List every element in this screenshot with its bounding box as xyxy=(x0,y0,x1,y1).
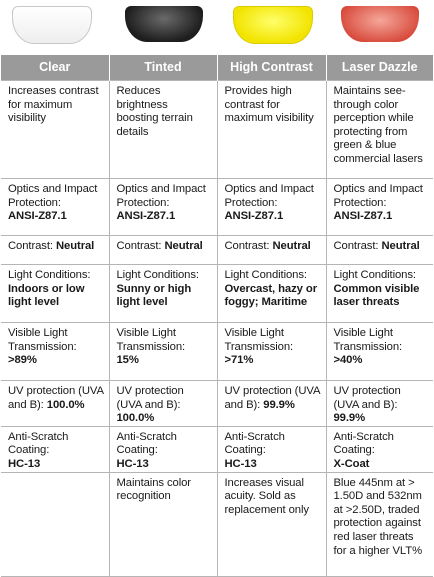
table-cell xyxy=(1,81,109,179)
table-cell xyxy=(326,81,433,179)
cell-value: ANSI-Z87.1 xyxy=(8,210,67,223)
table-cell xyxy=(326,323,433,381)
table-cell xyxy=(217,81,326,179)
cell-label: Visible Light Transmission: xyxy=(8,327,77,353)
cell-label: Optics and Impact Protection: xyxy=(333,183,423,209)
table-header-row xyxy=(1,55,433,81)
cell-text: Reduces brightness boosting terrain details xyxy=(116,85,193,138)
table-cell xyxy=(1,323,109,381)
cell-label: Optics and Impact Protection: xyxy=(116,183,206,209)
cell-label: UV protection (UVA and B): xyxy=(333,385,401,411)
cell-label: UV protection (UVA and B): xyxy=(8,385,104,411)
table-cell xyxy=(217,179,326,236)
table-cell xyxy=(1,265,109,323)
cell-value: >71% xyxy=(224,354,254,367)
table-cell xyxy=(326,472,433,576)
cell-label: UV protection (UVA and B): xyxy=(116,385,184,411)
cell-value: Common visible laser threats xyxy=(333,282,420,309)
table-cell xyxy=(109,323,217,381)
table-cell xyxy=(326,265,433,323)
cell-label: Visible Light Transmission: xyxy=(116,327,186,353)
cell-text: Maintains see-through color perception while protecting from green & blue commercial lasers xyxy=(333,85,423,165)
table-cell xyxy=(1,381,109,427)
cell-value: ANSI-Z87.1 xyxy=(333,210,393,223)
cell-label: Visible Light Transmission: xyxy=(224,327,294,353)
cell-value: Neutral xyxy=(272,240,311,252)
cell-value: >40% xyxy=(333,354,363,367)
table-cell xyxy=(217,426,326,472)
table-cell xyxy=(217,323,326,381)
clear-lens-image xyxy=(12,6,92,44)
table-cell xyxy=(326,179,433,236)
column-header-laser-dazzle: Laser Dazzle xyxy=(326,55,433,81)
table-cell xyxy=(109,381,217,427)
table-cell xyxy=(109,265,217,323)
cell-value: >89% xyxy=(8,354,37,367)
table-cell xyxy=(109,179,217,236)
cell-text: Blue 445nm at > 1.50D and 532nm at >2.50D, traded protection against red laser threats for a higher VLT% xyxy=(333,476,423,557)
cell-label: Anti-Scratch Coating: xyxy=(116,430,177,457)
cell-label: Optics and Impact Protection: xyxy=(8,183,98,209)
cell-label: Light Conditions: xyxy=(116,269,199,281)
table-cell xyxy=(326,381,433,427)
column-header-high-contrast: High Contrast xyxy=(217,55,326,81)
table-cell xyxy=(109,81,217,179)
cell-value: HC-13 xyxy=(8,457,41,470)
table-row-vlt xyxy=(1,323,433,381)
cell-value: 100.0% xyxy=(46,398,85,411)
cell-value: Overcast, hazy or foggy; Maritime xyxy=(224,282,317,309)
table-cell xyxy=(326,236,433,265)
cell-value: 99.9% xyxy=(333,412,366,425)
cell-value: Neutral xyxy=(55,240,95,252)
table-row-light-conditions xyxy=(1,265,433,323)
cell-label: Light Conditions: xyxy=(8,269,91,281)
table-row-notes xyxy=(1,472,433,576)
table-cell xyxy=(326,426,433,472)
column-header-tinted: Tinted xyxy=(109,55,217,81)
cell-text: Provides high contrast for maximum visibility xyxy=(224,85,314,125)
cell-label: Anti-Scratch Coating: xyxy=(224,430,285,457)
table-cell xyxy=(1,472,109,576)
cell-label: Visible Light Transmission: xyxy=(333,327,403,353)
table-row-description xyxy=(1,81,433,179)
cell-value: Neutral xyxy=(164,240,203,252)
cell-value: Neutral xyxy=(381,240,420,252)
table-cell xyxy=(109,426,217,472)
table-cell xyxy=(1,179,109,236)
cell-label: Anti-Scratch Coating: xyxy=(8,430,69,457)
table-cell xyxy=(109,472,217,576)
lens-comparison-table xyxy=(1,55,433,577)
table-cell xyxy=(109,236,217,265)
cell-text: Increases contrast for maximum visibility xyxy=(8,85,99,125)
cell-value: 100.0% xyxy=(116,412,155,425)
table-row-optics xyxy=(1,179,433,236)
table-cell xyxy=(217,472,326,576)
cell-value: 15% xyxy=(116,354,139,367)
table-row-anti-scratch xyxy=(1,426,433,472)
cell-value: HC-13 xyxy=(224,457,257,470)
table-cell xyxy=(1,426,109,472)
lens-image-row xyxy=(0,0,434,52)
cell-value: X-Coat xyxy=(333,457,370,470)
cell-label: Optics and Impact Protection: xyxy=(224,183,314,209)
cell-label: Contrast: xyxy=(116,240,162,252)
cell-label: Anti-Scratch Coating: xyxy=(333,430,394,457)
table-cell xyxy=(217,236,326,265)
cell-label: Contrast: xyxy=(333,240,379,252)
cell-text: Increases visual acuity. Sold as replacement only xyxy=(224,476,309,516)
cell-value: ANSI-Z87.1 xyxy=(224,210,284,223)
high-contrast-lens-image xyxy=(233,6,313,44)
cell-label: Light Conditions: xyxy=(224,269,307,281)
cell-label: UV protection (UVA and B): xyxy=(224,385,320,411)
table-row-contrast xyxy=(1,236,433,265)
cell-label: Contrast: xyxy=(8,240,53,252)
cell-value: 99.9% xyxy=(263,398,295,411)
table-cell xyxy=(1,236,109,265)
column-header-clear: Clear xyxy=(1,55,109,81)
cell-value: HC-13 xyxy=(116,457,149,470)
laser-dazzle-lens-image xyxy=(341,6,419,42)
cell-value: ANSI-Z87.1 xyxy=(116,210,176,223)
tinted-lens-image xyxy=(125,6,203,42)
cell-label: Contrast: xyxy=(224,240,270,252)
cell-text: Maintains color recognition xyxy=(116,476,191,503)
cell-value: Sunny or high light level xyxy=(116,282,192,309)
cell-value: Indoors or low light level xyxy=(8,282,85,309)
table-row-uv xyxy=(1,381,433,427)
table-cell xyxy=(217,265,326,323)
table-cell xyxy=(217,381,326,427)
cell-label: Light Conditions: xyxy=(333,269,416,281)
